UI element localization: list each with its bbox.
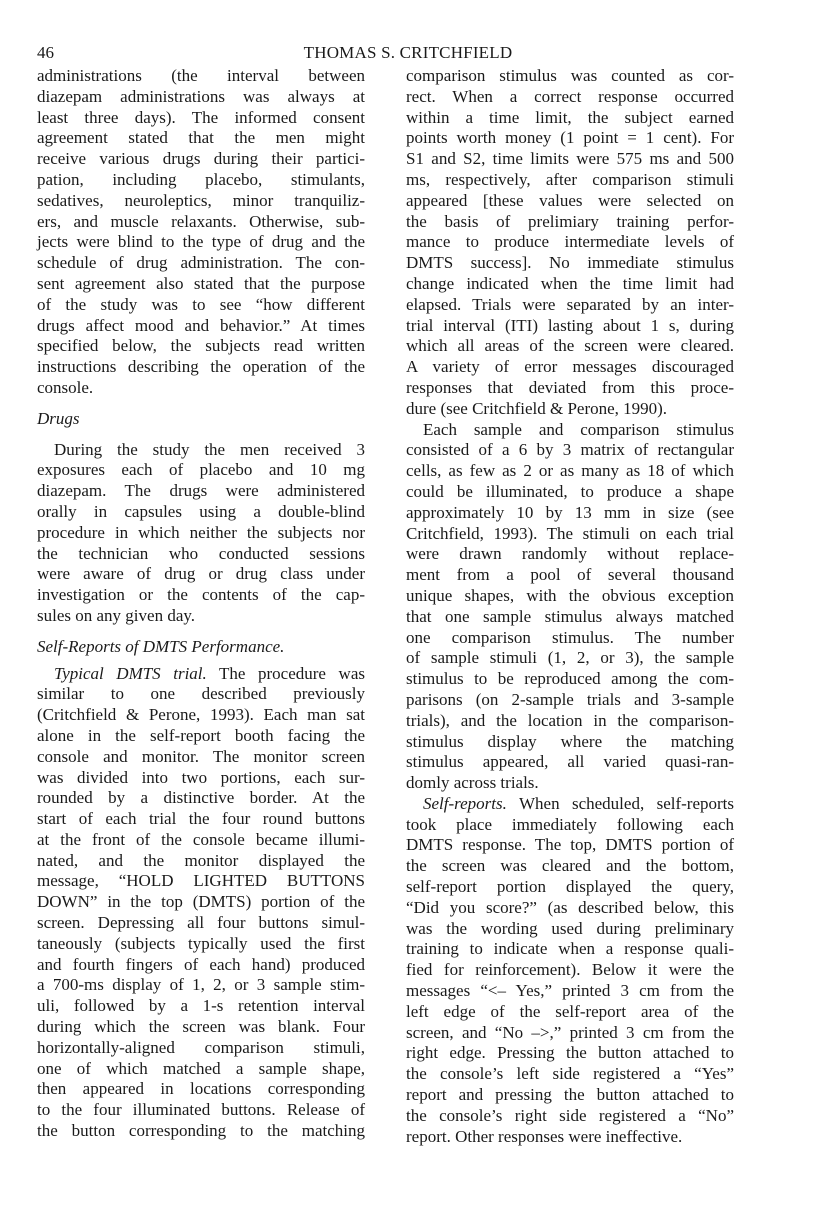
- text-line: during which the screen was blank. Four: [37, 1017, 365, 1037]
- text-line: points worth money (1 point = 1 cent). For: [406, 128, 734, 148]
- text-line: within a time limit, the subject earned: [406, 107, 734, 127]
- text-line: S1 and S2, time limits were 575 ms and 500: [406, 149, 734, 169]
- text-line: approximately 10 by 13 mm in size (see: [406, 502, 734, 522]
- text-line: mance to produce intermediate levels of: [406, 232, 734, 252]
- text-line: the button corresponding to the matching: [37, 1121, 365, 1141]
- text-line: the basis of prelimiary training perfor-: [406, 211, 734, 231]
- text-line: During the study the men received 3: [54, 439, 365, 459]
- text-line: procedure in which neither the subjects nor: [37, 522, 365, 542]
- text-line: investigation or the contents of the cap-: [37, 585, 365, 605]
- text-line: elapsed. Trials were separated by an inter-: [406, 294, 734, 314]
- text-line: DMTS response. The top, DMTS portion of: [406, 835, 734, 855]
- text-line: schedule of drug administration. The con-: [37, 253, 365, 273]
- left-column: [37, 66, 365, 1142]
- text-line: one comparison stimulus. The number: [406, 627, 734, 647]
- page-number: 46: [37, 43, 54, 62]
- text-line: trial interval (ITI) lasting about 1 s, during: [406, 315, 734, 335]
- run-in-heading: Self-reports.: [423, 793, 507, 813]
- text-line: instructions describing the operation of the: [37, 357, 365, 377]
- text-line: diazepam. The drugs were administered: [37, 481, 365, 501]
- text-line: stimulus appeared, all varied quasi-ran-: [406, 752, 734, 772]
- text-line: specified below, the subjects read written: [37, 336, 365, 356]
- text-line: rect. When a correct response occurred: [406, 86, 734, 106]
- text-line: uli, followed by a 1-s retention interval: [37, 996, 365, 1016]
- text-line: start of each trial the four round buttons: [37, 809, 365, 829]
- running-head-author: THOMAS S. CRITCHFIELD: [303, 43, 513, 62]
- text-line: self-report portion displayed the query,: [406, 877, 734, 897]
- text-line: receive various drugs during their partici-: [37, 149, 365, 169]
- text-line: taneously (subjects typically used the first: [37, 933, 365, 953]
- text-line: responses that deviated from this proce-: [406, 377, 734, 397]
- text-line: comparison stimulus was counted as cor-: [406, 66, 734, 85]
- text-line: alone in the self-report booth facing the: [37, 725, 365, 745]
- text-line: and fourth fingers of each hand) produced: [37, 954, 365, 974]
- text-line: was the wording used during preliminary: [406, 918, 734, 938]
- text-line: message, “HOLD LIGHTED BUTTONS: [37, 871, 365, 891]
- text-line: dure (see Critchfield & Perone, 1990).: [406, 398, 668, 418]
- text-line: of sample stimuli (1, 2, or 3), the sample: [406, 648, 734, 668]
- text-line: that one sample stimulus always matched: [406, 606, 734, 626]
- text-line: screen. Depressing all four buttons simul-: [37, 913, 365, 933]
- text-line: parisons (on 2-sample trials and 3-sample: [406, 689, 734, 709]
- text-line: stimulus to be reproduced among the com-: [406, 669, 734, 689]
- text-line: ers, and muscle relaxants. Otherwise, sub-: [37, 211, 365, 231]
- text-line: exposures each of placebo and 10 mg: [37, 460, 365, 480]
- text-line: appeared [these values were selected on: [406, 190, 734, 210]
- text-line: “Did you score?” (as described below, this: [406, 897, 734, 917]
- run-in-heading: Typical DMTS trial.: [54, 663, 207, 683]
- text-line: drugs affect mood and behavior.” At times: [37, 315, 365, 335]
- text-line: training to indicate when a response quali-: [406, 939, 734, 959]
- text-line: took place immediately following each: [406, 814, 734, 834]
- text-line: DMTS success]. No immediate stimulus: [406, 253, 734, 273]
- text-line: report. Other responses were ineffective.: [406, 1126, 683, 1146]
- text-line: left edge of the self-report area of the: [406, 1001, 734, 1021]
- text-line: unique shapes, with the obvious exception: [406, 585, 734, 605]
- text-line: were drawn randomly without replace-: [406, 544, 734, 564]
- text-line: was divided into two portions, each sur-: [37, 767, 365, 787]
- paragraph-drugs: [37, 440, 365, 627]
- text-line: of the study was to see “how different: [37, 294, 365, 314]
- text-line: console.: [37, 377, 94, 397]
- text-line: ment from a pool of several thousand: [406, 565, 734, 585]
- text-line: sules on any given day.: [37, 605, 196, 625]
- text-line: Each sample and comparison stimulus: [423, 419, 734, 439]
- text-line: report and pressing the button attached to: [406, 1085, 734, 1105]
- text-line: jects were blind to the type of drug and the: [37, 232, 365, 252]
- text-line: horizontally-aligned comparison stimuli,: [37, 1037, 365, 1057]
- text-line: at the front of the console became illumi-: [37, 829, 365, 849]
- text-line: console and monitor. The monitor screen: [37, 746, 365, 766]
- text-line: rounded by a distinctive border. At the: [37, 788, 365, 808]
- section-heading-drugs: Drugs: [37, 408, 80, 428]
- text-line: agreement stated that the men might: [37, 128, 365, 148]
- page-header: [37, 41, 779, 65]
- text-line: least three days). The informed consent: [37, 107, 365, 127]
- text-line: the technician who conducted sessions: [37, 543, 365, 563]
- text-line: domly across trials.: [406, 773, 539, 793]
- text-line: consisted of a 6 by 3 matrix of rectangular: [406, 440, 734, 460]
- text-line: trials), and the location in the comparison-: [406, 710, 734, 730]
- text-line: a 700-ms display of 1, 2, or 3 sample stim-: [37, 975, 365, 995]
- text-line: Typical DMTS trial. The procedure was: [54, 663, 365, 683]
- text-line: fied for reinforcement). Below it were the: [406, 960, 734, 980]
- text-line: sedatives, neuroleptics, minor tranquiliz-: [37, 190, 365, 210]
- text-line: sent agreement also stated that the purpose: [37, 273, 365, 293]
- text-line: pation, including placebo, stimulants,: [37, 169, 365, 189]
- text-line: the screen was cleared and the bottom,: [406, 856, 734, 876]
- paragraph-typical-trial: [37, 664, 365, 1142]
- paragraph-time-limits: [406, 66, 734, 420]
- text-line: Self-reports. When scheduled, self-reports: [423, 793, 734, 813]
- text-line: the console’s left side registered a “Yes”: [406, 1064, 734, 1084]
- text-line: screen, and “No –>,” printed 3 cm from the: [406, 1022, 734, 1042]
- text-line: right edge. Pressing the button attached to: [406, 1043, 734, 1063]
- text-line: (Critchfield & Perone, 1993). Each man sat: [37, 705, 365, 725]
- section-heading-self-reports: Self-Reports of DMTS Performance.: [37, 636, 285, 656]
- text-line: then appeared in locations corresponding: [37, 1079, 365, 1099]
- text-line: diazepam administrations was always at: [37, 86, 365, 106]
- text-line: similar to one described previously: [37, 684, 365, 704]
- paragraph-consent: [37, 66, 365, 399]
- right-column: [406, 66, 734, 1147]
- text-line: to the four illuminated buttons. Release of: [37, 1100, 365, 1120]
- text-line: stimulus display where the matching: [406, 731, 734, 751]
- text-line: DOWN” in the top (DMTS) portion of the: [37, 892, 365, 912]
- text-line: cells, as few as 2 or as many as 18 of which: [406, 461, 734, 481]
- paragraph-stimuli: [406, 420, 734, 794]
- text-line: were aware of drug or drug class under: [37, 564, 365, 584]
- text-line: A variety of error messages discouraged: [406, 357, 734, 377]
- text-line: which all areas of the screen were cleared.: [406, 336, 734, 356]
- text-line: nated, and the monitor displayed the: [37, 850, 365, 870]
- text-line: Critchfield, 1993). The stimuli on each trial: [406, 523, 734, 543]
- text-line: could be illuminated, to produce a shape: [406, 481, 734, 501]
- text-line: the console’s right side registered a “No”: [406, 1105, 734, 1125]
- paragraph-self-reports: [406, 794, 734, 1148]
- text-line: orally in capsules using a double-blind: [37, 501, 365, 521]
- text-line: one of which matched a sample shape,: [37, 1058, 365, 1078]
- text-line: change indicated when the time limit had: [406, 273, 734, 293]
- text-line: ms, respectively, after comparison stimuli: [406, 169, 734, 189]
- text-line: messages “<– Yes,” printed 3 cm from the: [406, 981, 734, 1001]
- text-line: administrations (the interval between: [37, 66, 365, 85]
